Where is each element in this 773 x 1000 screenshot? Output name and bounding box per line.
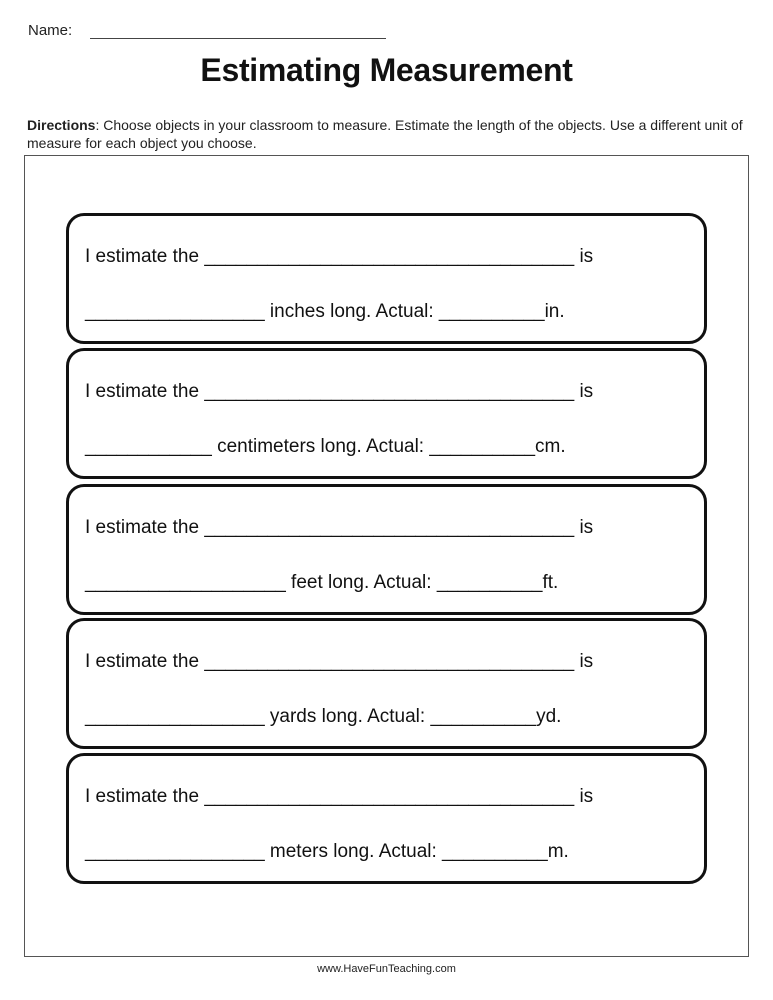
directions [27, 116, 752, 152]
estimate-box-meters [66, 753, 707, 884]
directions-label: Directions [27, 117, 96, 133]
name-label: Name: [28, 22, 73, 39]
estimate-line: I estimate the ___________________________________ is [85, 517, 594, 538]
actual-line: ___________________ feet long. Actual: __________ft. [85, 572, 559, 593]
actual-line: _________________ meters long. Actual: __________m. [85, 841, 569, 862]
actual-line: _________________ yards long. Actual: __________yd. [85, 706, 562, 727]
estimate-box-yards [66, 618, 707, 749]
directions-text: : Choose objects in your classroom to measure. Estimate the length of the objects. Use a different unit of measure for each object you choose. [27, 117, 743, 151]
estimate-line: I estimate the ___________________________________ is [85, 246, 594, 267]
footer-url: www.HaveFunTeaching.com [317, 963, 456, 975]
estimate-line: I estimate the ___________________________________ is [85, 786, 594, 807]
estimate-line: I estimate the ___________________________________ is [85, 651, 594, 672]
estimate-box-inches [66, 213, 707, 344]
page-title: Estimating Measurement [200, 52, 573, 88]
estimate-box-feet [66, 484, 707, 615]
estimate-box-centimeters [66, 348, 707, 479]
actual-line: ____________ centimeters long. Actual: __________cm. [85, 436, 566, 457]
estimate-line: I estimate the ___________________________________ is [85, 381, 594, 402]
actual-line: _________________ inches long. Actual: __________in. [85, 301, 565, 322]
name-blank-line [90, 38, 386, 39]
